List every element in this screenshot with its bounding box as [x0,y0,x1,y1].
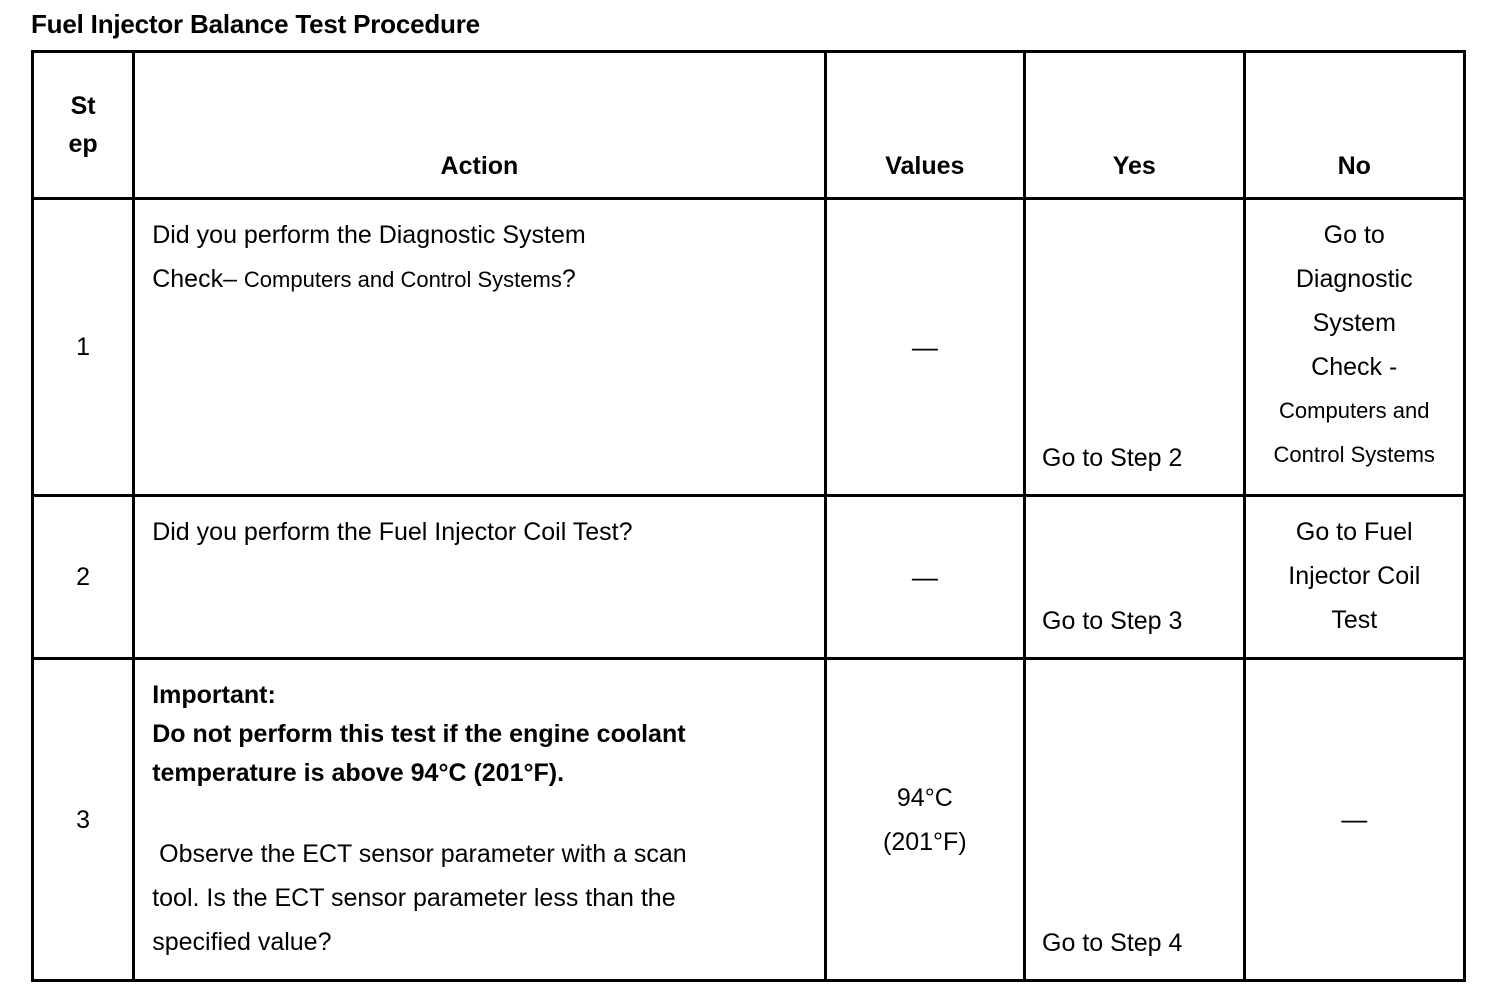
header-values: Values [825,52,1024,199]
yes-cell [1025,496,1244,659]
values-cell [825,659,1024,981]
procedure-table [31,50,1466,982]
yes-cell [1025,199,1244,496]
no-text-line: Test [1331,606,1378,634]
action-text-line: Observe the ECT sensor parameter with a scan [152,840,687,868]
action-cell [134,496,825,659]
table-header-row [33,52,1465,199]
action-text-line: Did you perform the Diagnostic System [152,221,586,249]
values-text-line: 94°C [896,783,953,812]
important-label: Important: [152,681,276,709]
step-number: 3 [33,659,134,981]
header-step [33,52,134,199]
yes-goto-text: Go to Step 3 [1042,607,1183,635]
no-text-line: Check - [1311,353,1398,381]
table-row [33,199,1465,496]
values-cell [825,199,1024,496]
action-text-line: specified value? [152,928,332,956]
table-row [33,659,1465,981]
no-cell [1244,199,1465,496]
yes-cell [1025,659,1244,981]
no-text-line: Diagnostic [1295,265,1413,293]
values-dash: — [911,561,938,592]
no-text-line: Go to Fuel [1295,518,1413,546]
header-yes: Yes [1025,52,1244,199]
no-text-line: Injector Coil [1288,562,1421,590]
action-link-text: Computers and Control Systems [243,267,562,292]
header-action: Action [134,52,825,199]
action-text-segment: Check– [152,265,244,293]
header-step-line1: St [70,92,96,120]
no-cell [1244,496,1465,659]
action-cell [134,659,825,981]
header-step-line2: ep [68,130,98,158]
action-text-line [152,257,807,302]
header-no: No [1244,52,1465,199]
values-dash: — [911,331,938,362]
yes-goto-text: Go to Step 2 [1042,444,1183,472]
action-cell [134,199,825,496]
step-number: 1 [33,199,134,496]
table-row [33,496,1465,659]
no-text-line: Computers and [1279,398,1430,423]
no-dash: — [1341,804,1368,834]
values-text-line: (201°F) [883,827,967,856]
action-text-line: tool. Is the ECT sensor parameter less than the [152,884,676,912]
values-cell [825,496,1024,659]
no-text-line: System [1312,309,1396,337]
important-text-line: temperature is above 94°C (201°F). [152,759,565,787]
no-text-line: Control Systems [1273,442,1435,467]
important-text-line: Do not perform this test if the engine coolant [152,720,686,748]
step-number: 2 [33,496,134,659]
action-text-segment: ? [561,265,576,293]
page-title: Fuel Injector Balance Test Procedure [31,9,480,39]
yes-goto-text: Go to Step 4 [1042,929,1183,957]
no-text-line: Go to [1323,221,1385,249]
no-cell [1244,659,1465,981]
spacer [152,793,807,832]
action-text-line: Did you perform the Fuel Injector Coil Test? [152,518,633,546]
